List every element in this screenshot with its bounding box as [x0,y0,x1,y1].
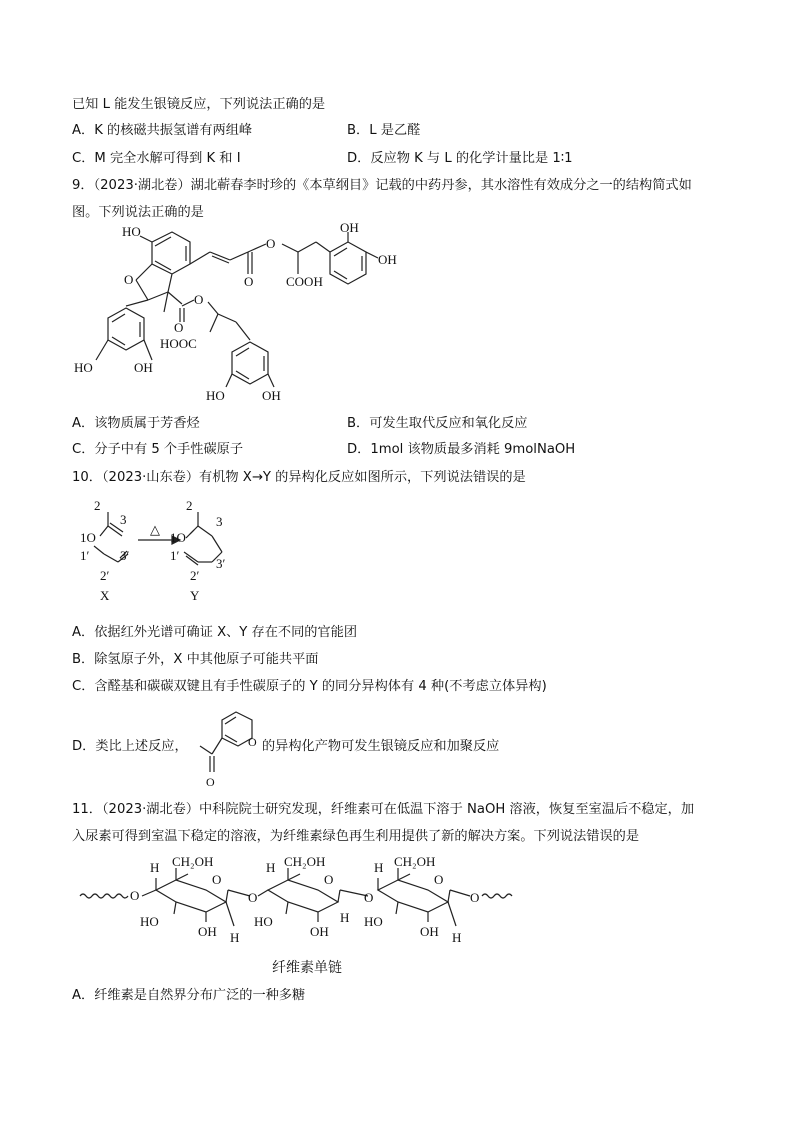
q9-structure-figure [60,222,420,407]
q11-h-4: H [340,910,350,925]
q10-y-label-1p: 1′ [170,548,180,563]
q11-stem-line2: 入尿素可得到室温下稳定的溶液，为纤维素绿色再生利用提供了新的解决方案。下列说法错误的是 [72,829,640,844]
q8-option-b: B．L 是乙醛 [347,123,421,138]
q9-label-ho-top: HO [122,224,141,239]
q11-ho-1: HO [140,914,159,929]
q8-option-d: D．反应物 K 与 L 的化学计量比是 1∶1 [347,151,573,166]
q10-y-label-1o: 1O [170,530,186,545]
q9-label-o-ring: O [124,272,134,287]
q11-ch2oh-2: CH₂OH [284,854,326,869]
q11-ch2oh-1: CH₂OH [172,854,214,869]
q11-oh-3: OH [420,924,439,939]
q10-x-label-3: 3 [120,512,127,527]
q10-option-d-suffix: 的异构化产物可发生银镜反应和加聚反应 [262,739,500,754]
q10-stem: 10．（2023·山东卷）有机物 X→Y 的异构化反应如图所示，下列说法错误的是 [72,470,526,485]
q9-label-cooh: COOH [286,274,323,289]
q9-label-ho-br: HO [206,388,225,403]
q9-label-oh1: OH [340,222,359,235]
q9-label-ho-bl: HO [74,360,93,375]
q10-x-name: X [100,588,110,603]
q11-o-link-2: O [248,890,258,905]
q11-ho-3: HO [364,914,383,929]
q11-o-ring-1: O [212,872,222,887]
q11-figure-caption: 纤维素单链 [272,960,342,976]
q9-label-o-c1: O [244,274,254,289]
q11-o-ring-3: O [434,872,444,887]
q8-option-a: A．K 的核磁共振氢谱有两组峰 [72,123,253,138]
q9-option-c: C．分子中有 5 个手性碳原子 [72,442,244,457]
q10-y-label-2: 2 [186,498,193,513]
q9-option-a: A．该物质属于芳香烃 [72,416,200,431]
q11-o-link-3: O [364,890,374,905]
q10-d-ring-oxygen: O [248,735,257,749]
q10-x-label-1p: 1′ [80,548,90,563]
q8-stem: 已知 L 能发生银镜反应，下列说法正确的是 [72,97,326,112]
q10-y-name: Y [190,588,200,603]
q10-x-label-2: 2 [94,498,101,513]
q11-o-link-1: O [130,888,140,903]
q10-reaction-figure [80,496,250,608]
q9-stem-line1: 9．（2023·湖北卷）湖北蕲春李时珍的《本草纲目》记载的中药丹参，其水溶性有效成分之一的结构简式如 [72,178,692,193]
q9-label-hooc: HOOC [160,336,197,351]
q10-y-label-3p: 3′ [216,556,226,571]
q9-label-oh-bl: OH [134,360,153,375]
q11-option-a: A．纤维素是自然界分布广泛的一种多糖 [72,988,306,1003]
q10-option-b: B．除氢原子外，X 中其他原子可能共平面 [72,652,319,667]
q9-option-b: B．可发生取代反应和氧化反应 [347,416,528,431]
q11-h-6: H [452,930,462,945]
q11-oh-2: OH [310,924,329,939]
q9-label-o-ester2: O [194,292,204,307]
q10-option-d-prefix: D．类比上述反应， [72,739,188,754]
q9-option-d: D．1mol 该物质最多消耗 9molNaOH [347,442,576,457]
q11-ch2oh-3: CH₂OH [394,854,436,869]
q10-x-label-1o: 1O [80,530,96,545]
q11-ho-2: HO [254,914,273,929]
q11-h-5: H [374,860,384,875]
q10-y-label-3: 3 [216,514,223,529]
q11-h-1: H [150,860,160,875]
q10-arrow-delta: △ [150,522,160,537]
q11-oh-1: OH [198,924,217,939]
q10-option-a: A．依据红外光谱可确证 X、Y 存在不同的官能团 [72,625,358,640]
q11-stem-line1: 11．（2023·湖北卷）中科院院士研究发现，纤维素可在低温下溶于 NaOH 溶液，恢复至室温后不稳定，加 [72,802,695,817]
q8-option-c: C．M 完全水解可得到 K 和 I [72,151,241,166]
q11-o-link-4: O [470,890,480,905]
q10-x-label-3p: 3′ [120,548,130,563]
q11-h-2: H [230,930,240,945]
q9-stem-line2: 图。下列说法正确的是 [72,205,204,220]
q11-h-3: H [266,860,276,875]
q9-label-oh-br: OH [262,388,281,403]
q10-option-c: C．含醛基和碳碳双键且有手性碳原子的 Y 的同分异构体有 4 种(不考虑立体异构) [72,679,547,694]
q10-x-label-2p: 2′ [100,568,110,583]
q11-o-ring-2: O [324,872,334,887]
q10-option-d-structure [192,702,264,802]
q10-y-label-2p: 2′ [190,568,200,583]
q9-label-oh2: OH [378,252,397,267]
q9-label-o-ester1: O [266,236,276,251]
q9-label-o-c2: O [174,320,184,335]
q10-d-carbonyl-oxygen: O [206,775,215,789]
q11-cellulose-figure [78,850,528,980]
